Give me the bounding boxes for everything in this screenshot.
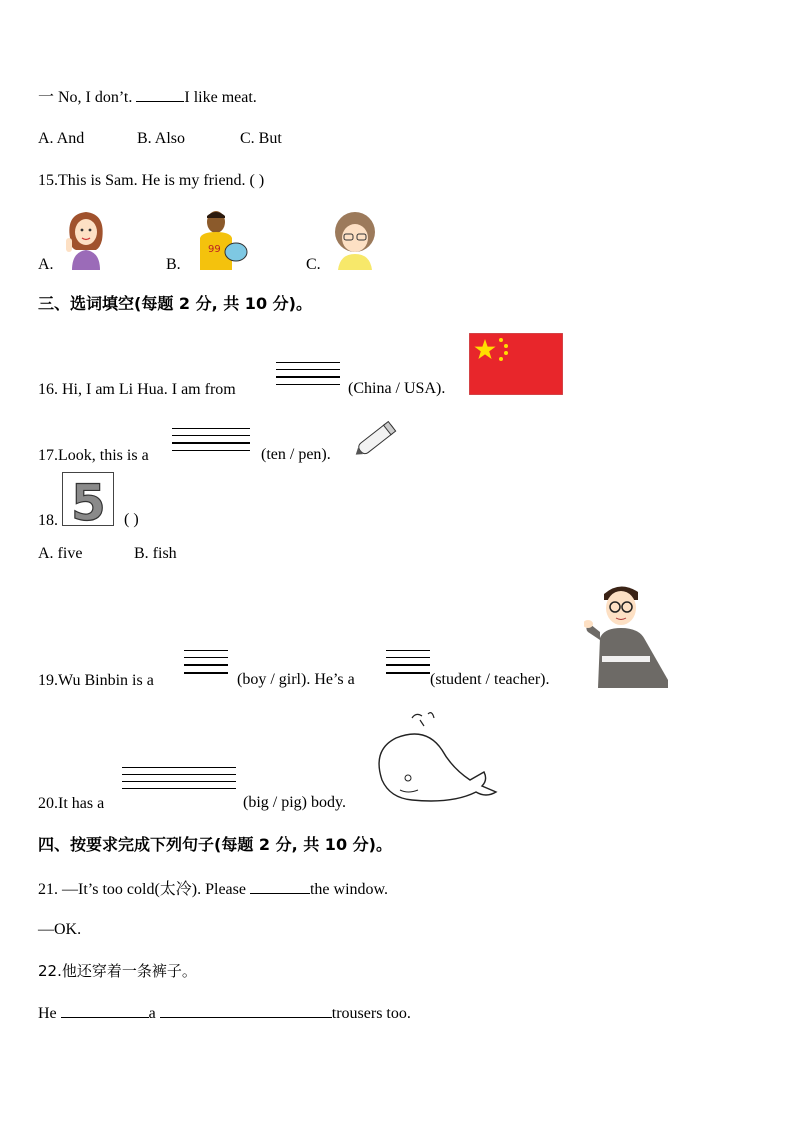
q15-option-a[interactable]: A. [38, 256, 54, 273]
q17-writing-lines[interactable] [172, 428, 250, 457]
girl-picture [62, 208, 110, 270]
q18-option-a[interactable]: A. five [38, 545, 83, 562]
q22-tail: trousers too. [331, 1005, 411, 1022]
q15-stem: 15.This is Sam. He is my friend. ( ) [38, 172, 265, 189]
section4-title: 四、按要求完成下列句子(每题 2 分, 共 10 分)。 [38, 835, 392, 854]
svg-text:99: 99 [208, 244, 221, 255]
q14-dialog-text: 一 No, I don’t. [38, 89, 137, 106]
q21-suffix: the window. [309, 881, 389, 898]
q14-option-b[interactable]: B. Also [137, 130, 186, 147]
q18-paren: ( ) [124, 511, 139, 528]
pen-picture [350, 416, 404, 460]
q14-dialog-line [38, 87, 257, 108]
grandma-picture [330, 210, 380, 270]
q19-writing-lines-1[interactable] [184, 650, 228, 680]
q15-option-b[interactable]: B. [166, 256, 181, 273]
whale-picture [372, 710, 500, 806]
q14-blank[interactable] [136, 87, 184, 102]
q14-option-a[interactable]: A. And [38, 130, 85, 147]
q22-a: a [148, 1005, 160, 1022]
q19-prefix: 19.Wu Binbin is a [38, 672, 154, 689]
q20-writing-lines[interactable] [122, 767, 236, 795]
q17-prefix: 17.Look, this is a [38, 447, 149, 464]
q16-prefix: 16. Hi, I am Li Hua. I am from [38, 381, 236, 398]
q14-after-text: I like meat. [184, 89, 257, 106]
q22-blank-1[interactable] [61, 1003, 149, 1018]
teacher-picture [584, 580, 672, 688]
q20-prefix: 20.It has a [38, 795, 105, 812]
q16-choices: (China / USA). [348, 380, 446, 397]
q21-blank[interactable] [250, 879, 310, 894]
q21-line [38, 879, 388, 900]
q18-number: 18. [38, 512, 58, 529]
q18-option-b[interactable]: B. fish [134, 545, 177, 562]
q22-chinese: 22.他还穿着一条裤子。 [38, 962, 197, 980]
q19-choices-2: (student / teacher). [430, 671, 550, 688]
number-five-picture [62, 472, 114, 526]
boy-football-picture [194, 208, 250, 270]
q20-choices: (big / pig) body. [243, 794, 346, 811]
q22-he: He [38, 1005, 61, 1022]
q15-option-c[interactable]: C. [306, 256, 321, 273]
q16-writing-lines[interactable] [276, 362, 340, 391]
svg-text:5: 5 [71, 474, 106, 526]
section3-title: 三、选词填空(每题 2 分, 共 10 分)。 [38, 294, 312, 313]
q17-choices: (ten / pen). [261, 446, 331, 463]
q14-option-c[interactable]: C. But [240, 130, 282, 147]
q19-choices-1: (boy / girl). He’s a [237, 671, 355, 688]
china-flag-picture [469, 333, 563, 395]
q22-line [38, 1003, 411, 1024]
q21-reply: —OK. [38, 921, 82, 938]
q19-writing-lines-2[interactable] [386, 650, 430, 680]
q21-prefix: 21. —It’s too cold(太冷). Please [38, 881, 250, 898]
q22-blank-2[interactable] [160, 1003, 332, 1018]
